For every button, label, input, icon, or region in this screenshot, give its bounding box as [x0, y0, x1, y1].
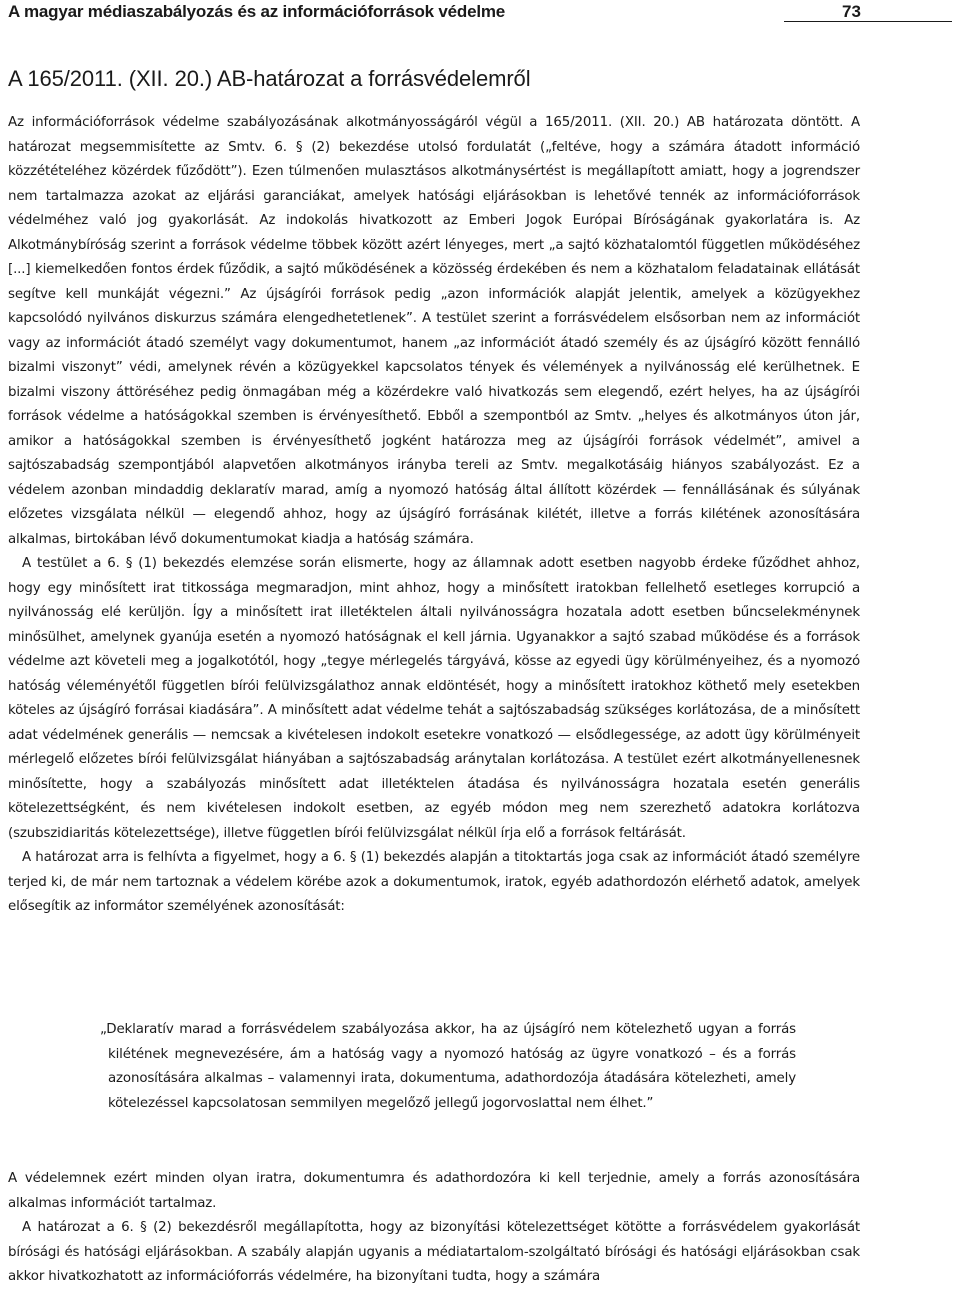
header-rule [784, 21, 952, 22]
paragraph: A testület a 6. § (1) bekezdés elemzése során elismerte, hogy az államnak adott esetben nagyobb érdeke fűződhet ahhoz, hogy egy minősített irat titkossága megmaradjon, mint ahhoz, hogy a minősített iratokban fellelhető esetleges korrupció a nyilvánosság elé kerüljön. Így a minősített irat illetéktelen általi nyilvánosságra hozatala adott esetben bűncselekménynek minősülhet, amelynek gyanúja esetén a nyomozó hatóságnak el kell járnia. Ugyanakkor a sajtó szabad működése és a források védelme azt követeli meg a jogalkotótól, hogy „tegye mérlegelés tárgyává, kösse az egyedi ügy körülményeihez, és a nyomozó hatóság véleményétől független bírói felülvizsgálathoz annak eldöntését, hogy a minősített iratokhoz köthető mely esetekben köteles az újságíró forrásai kiadására”. A minősített adat védelme tehát a sajtószabadság szükséges korlátozása, de a minősített adat védelmének generális — nemcsak a kivételesen indokolt esetekre vonatkozó — elsődlegessége, az adott ügy körülményeit mérlegelő előzetes bírói felülvizsgálat hiányában a sajtószabadság aránytalan korlátozása. A testület ezért alkotmányellenesnek minősítette, hogy a szabályozás minősített adat illetéktelen átadása és nyilvánosságra hozatala esetén generális kötelezettségként, és nem kivételesen indokolt esetben, az egyéb módon meg nem szerezhető adatokra korlátozva (szubszidiaritás kötelezettsége), illetve független bírói felülvizsgálat nélkül írja elő a források feltárását. [8, 556, 860, 841]
page-number: 73 [842, 2, 861, 21]
paragraph: A határozat arra is felhívta a figyelmet, hogy a 6. § (1) bekezdés alapján a titoktartás joga csak az információt átadó személyre terjed ki, de már nem tartoznak a védelem körébe azok a dokumentumok, iratok, egyéb adathordozón elérhető adatok, amelyek elősegítik az informátor személyének azonosítását: [8, 850, 860, 914]
quote-text: „Deklaratív marad a forrásvédelem szabályozása akkor, ha az újságíró nem kötelezhető ugyan a forrás kilétének megnevezésére, ám a hatóság vagy a nyomozó hatóság az ügyre vonatkozó – és a forrás azonosítására alkalmas – valamennyi irata, dokumentuma, adathordozója átadására kötelezheti, amely kötelezéssel kapcsolatosan semmilyen megelőző jellegű jogorvoslattal nem élhet.” [100, 1022, 796, 1111]
block-quote [100, 1018, 796, 1116]
paragraph: Az információforrások védelme szabályozásának alkotmányosságáról végül a 165/2011. (XII. 20.) AB határozata döntött. A határozat megsemmisítette az Smtv. 6. § (2) bekezdése utolsó fordulatát („feltéve, hogy a számára átadott információ közzétételéhez közérdek fűződött”). Ezen túlmenően mulasztásos alkotmánysértést is megállapított amiatt, hogy a jogrendszer nem tartalmazza azokat az eljárási garanciákat, amelyek hatósági eljárásokban is lehetővé tennék az információforrások védelméhez való jog gyakorlását. Az indokolás hivatkozott az Emberi Jogok Európai Bíróságának gyakorlatára is. Az Alkotmánybíróság szerint a források védelme többek között azért lényeges, mert „a sajtó közhatalomtól független működéséhez [...] kiemelkedően fontos érdek fűződik, a sajtó működésének a közösség érdekében és nem a közhatalom feladatainak ellátását segítve kell munkáját végezni.” Az újságírói források pedig „azon információk alapját jelentik, amelyek a közügyekhez kapcsolódó nyilvános diskurzus számára elengedhetetlenek”. A testület szerint a forrásvédelem elsősorban nem az információt vagy az információt átadó személyt vagy dokumentumot, hanem „az információt átadó személy és az újságíró között fennálló bizalmi viszonyt” védi, amelynek révén a közügyekkel kapcsolatos tények és vélemények a nyilvánosság elé kerülhetnek. E bizalmi viszony áttöréséhez pedig önmagában még a közérdekre való hivatkozás sem elegendő, ezért helyes, ha az újságírói források védelme a hatóságokkal szemben is érvényesíthető. Ebből a szempontból az Smtv. „helyes és alkotmányos úton jár, amikor a hatóságokkal szemben is érvényesíthető jogként határozza meg az újságírói források védelmét”, amivel a sajtószabadság szempontjából alapvetően alkotmányos irányba tereli az Smtv. megalkotásáig hiányos szabályozást. Ez a védelem azonban mindaddig deklaratív marad, amíg a nyomozó hatóság által állított közérdek — fennállásának és súlyának előzetes vizsgálata nélkül — elegendő ahhoz, hogy az újságíró forrásának kilétét, illetve a forrás kilétének azonosítására alkalmas, birtokában lévő dokumentumokat kiadja a hatóság számára. [8, 115, 860, 547]
paragraph: A határozat a 6. § (2) bekezdésről megállapította, hogy az bizonyítási kötelezettséget kötötte a forrásvédelem gyakorlását bírósági és hatósági eljárásokban. A szabály alapján ugyanis a médiatartalom-szolgáltató bírósági és hatósági eljárásokban csak akkor hivatkozhatott az információforrás védelmére, ha bizonyítani tudta, hogy a számára [8, 1220, 860, 1284]
body-text-continued [8, 1167, 860, 1290]
running-header-title: A magyar médiaszabályozás és az információforrások védelme [8, 2, 506, 21]
paragraph: A védelemnek ezért minden olyan iratra, dokumentumra és adathordozóra ki kell terjednie, amely a forrás azonosítására alkalmas információt tartalmaz. [8, 1171, 860, 1211]
running-header [8, 0, 952, 24]
body-text [8, 111, 860, 920]
section-title: A 165/2011. (XII. 20.) AB-határozat a forrásvédelemről [8, 66, 531, 91]
